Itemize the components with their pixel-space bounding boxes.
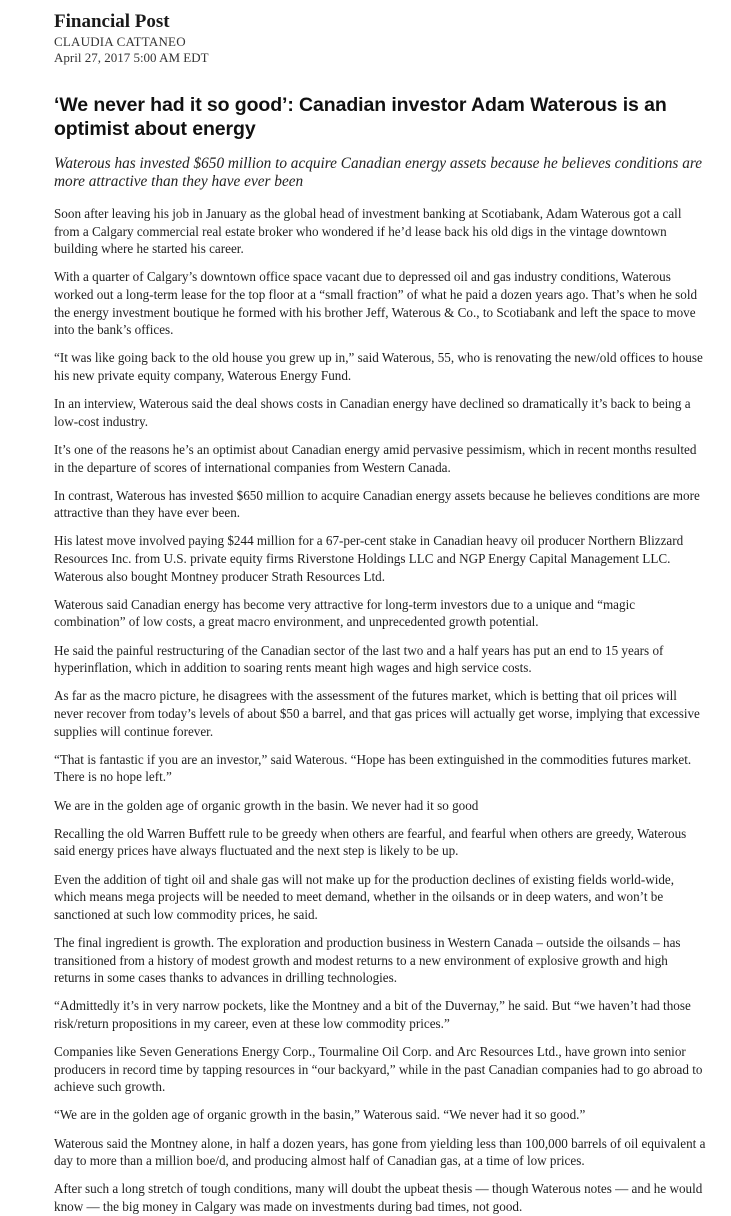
body-paragraph: His latest move involved paying $244 million for a 67-per-cent stake in Canadian heavy oil producer Northern Blizzard Resources Inc. from U.S. private equity firms Riverstone Holdings LLC and NGP Energy Capital Management LLC. Waterous also bought Montney producer Strath Resources Ltd. — [54, 533, 684, 584]
body-paragraph: “That is fantastic if you are an investor,” said Waterous. “Hope has been extinguished in the commodities futures market. There is no hope left.” — [54, 751, 692, 785]
body-paragraph: With a quarter of Calgary’s downtown office space vacant due to depressed oil and gas industry conditions, Waterous worked out a long-term lease for the top floor at a “small fraction” of what he paid a dozen years ago. That’s when he sold the energy investment boutique he formed with his brother Jeff, Waterous & Co., to Scotiabank and left the space to move into the bank’s offices. — [54, 269, 698, 338]
body-paragraph: As far as the macro picture, he disagrees with the assessment of the futures market, which is betting that oil prices will never recover from today’s levels of about $50 a barrel, and that gas prices will actually get worse, implying that excessive supplies will continue forever. — [54, 688, 700, 739]
body-paragraph: Waterous said Canadian energy has become very attractive for long-term investors due to a unique and “magic combination” of low costs, a great macro environment, and unprecedented growth potential. — [54, 596, 636, 630]
author-byline: CLAUDIA CATTANEO — [54, 34, 186, 49]
body-paragraph: In contrast, Waterous has invested $650 million to acquire Canadian energy assets because he believes conditions are more attractive than they have ever been. — [54, 487, 700, 521]
publish-date: April 27, 2017 5:00 AM EDT — [54, 50, 209, 65]
body-paragraph: “Admittedly it’s in very narrow pockets, like the Montney and a bit of the Duvernay,” he said. But “we haven’t had those risk/return propositions in my career, even at these low commodity prices.” — [54, 998, 691, 1031]
body-paragraph: The final ingredient is growth. The exploration and production business in Western Canada – outside the oilsands – has transitioned from a history of modest growth and modest returns to a new environment of explosive growth and high returns in some cases thanks to advances in drilling technologies. — [54, 934, 681, 986]
body-paragraph: “We are in the golden age of organic growth in the basin,” Waterous said. “We never had it so good.” — [54, 1107, 586, 1123]
article-body — [54, 205, 707, 1216]
body-paragraph: In an interview, Waterous said the deal shows costs in Canadian energy have declined so dramatically it’s back to being a low-cost industry. — [54, 396, 691, 429]
body-paragraph: “It was like going back to the old house you grew up in,” said Waterous, 55, who is renovating the new/old offices to house his new private equity company, Waterous Energy Fund. — [54, 350, 703, 383]
pull-quote: We are in the golden age of organic growth in the basin. We never had it so good — [54, 797, 479, 813]
article-subheadline: Waterous has invested $650 million to acquire Canadian energy assets because he believes conditions are more attractive than they have ever been — [54, 155, 703, 190]
publication-name: Financial Post — [54, 11, 170, 32]
body-paragraph: It’s one of the reasons he’s an optimist about Canadian energy amid pervasive pessimism, which in recent months resulted in the departure of scores of international companies from Western Canada. — [54, 441, 697, 475]
body-paragraph: Soon after leaving his job in January as the global head of investment banking at Scotiabank, Adam Waterous got a call from a Calgary commercial real estate broker who wondered if he’d lease back his old digs in the vintage downtown building where he started his career. — [54, 206, 682, 257]
body-paragraph: After such a long stretch of tough conditions, many will doubt the upbeat thesis — though Waterous notes — and he would know — the big money in Calgary was made on investments during bad times, not good. — [54, 1181, 703, 1214]
body-paragraph: Even the addition of tight oil and shale gas will not make up for the production declines of existing fields world-wide, which means mega projects will be needed to meet demand, whether in the oilsands or in deep waters, and won’t be sanctioned at such low commodity prices, he said. — [54, 871, 675, 922]
body-paragraph: He said the painful restructuring of the Canadian sector of the last two and a half years has put an end to 15 years of hyperinflation, which in addition to soaring rents meant high wages and high service costs. — [54, 642, 664, 676]
body-paragraph: Companies like Seven Generations Energy Corp., Tourmaline Oil Corp. and Arc Resources Ltd., have grown into senior producers in record time by tapping resources in “our backyard,” while in the past Canadian companies had to go abroad to achieve such growth. — [54, 1044, 703, 1095]
body-paragraph: Recalling the old Warren Buffett rule to be greedy when others are fearful, and fearful when others are greedy, Waterous said energy prices have always fluctuated and the next step is likely to be up. — [54, 825, 687, 859]
article-headline: ‘We never had it so good’: Canadian investor Adam Waterous is an optimist about energy — [54, 94, 667, 140]
body-paragraph: Waterous said the Montney alone, in half a dozen years, has gone from yielding less than 100,000 barrels of oil equivalent a day to more than a million boe/d, and producing almost half of Canadian gas, at a time of low prices. — [54, 1135, 706, 1169]
